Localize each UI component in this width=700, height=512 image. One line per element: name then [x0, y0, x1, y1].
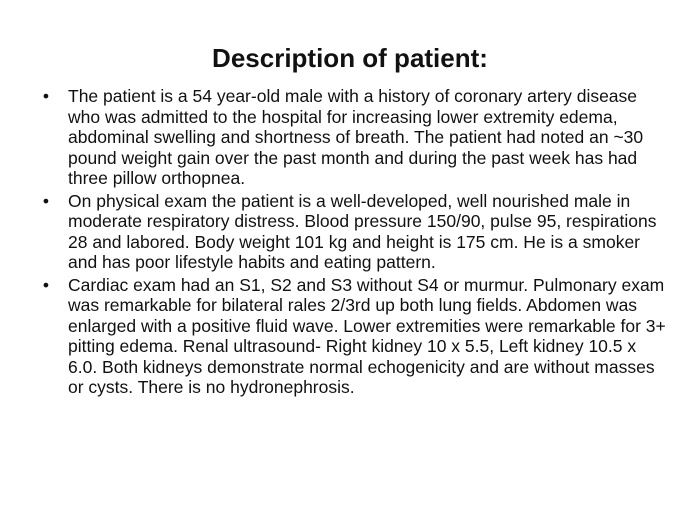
- bullet-text-cardiac-exam: Cardiac exam had an S1, S2 and S3 without S4 or murmur. Pulmonary exam was remarkable for bilateral rales 2/3rd up both lung fields. Abdomen was enlarged with a positive fluid wave. Lower extremities were remarkable for 3+ pitting edema. Renal ultrasound- Right kidney 10 x 5.5, Left kidney 10.5 x 6.0. Both kidneys demonstrate normal echogenicity and are without masses or cysts. There is no hydronephrosis.: [68, 274, 666, 397]
- bullet-dot-icon: •: [42, 86, 50, 106]
- bullet-text-history: The patient is a 54 year-old male with a history of coronary artery disease who was admitted to the hospital for increasing lower extremity edema, abdominal swelling and shortness of breath. The patient had noted an ~30 pound weight gain over the past month and during the past week has had three pillow orthopnea.: [68, 86, 644, 188]
- bullet-item: [40, 86, 670, 189]
- bullet-dot-icon: •: [42, 274, 50, 295]
- bullet-text-physical-exam: On physical exam the patient is a well-developed, well nourished male in moderate respiratory distress. Blood pressure 150/90, pulse 95, respirations 28 and labored. Body weight 101 kg and height is 175 cm. He is a smoker and has poor lifestyle habits and eating pattern.: [68, 190, 657, 272]
- bullet-dot-icon: •: [42, 190, 50, 211]
- slide-title: Description of patient:: [212, 43, 488, 73]
- bullet-item: [40, 191, 670, 273]
- bullet-list: [40, 86, 670, 400]
- bullet-item: [40, 275, 670, 398]
